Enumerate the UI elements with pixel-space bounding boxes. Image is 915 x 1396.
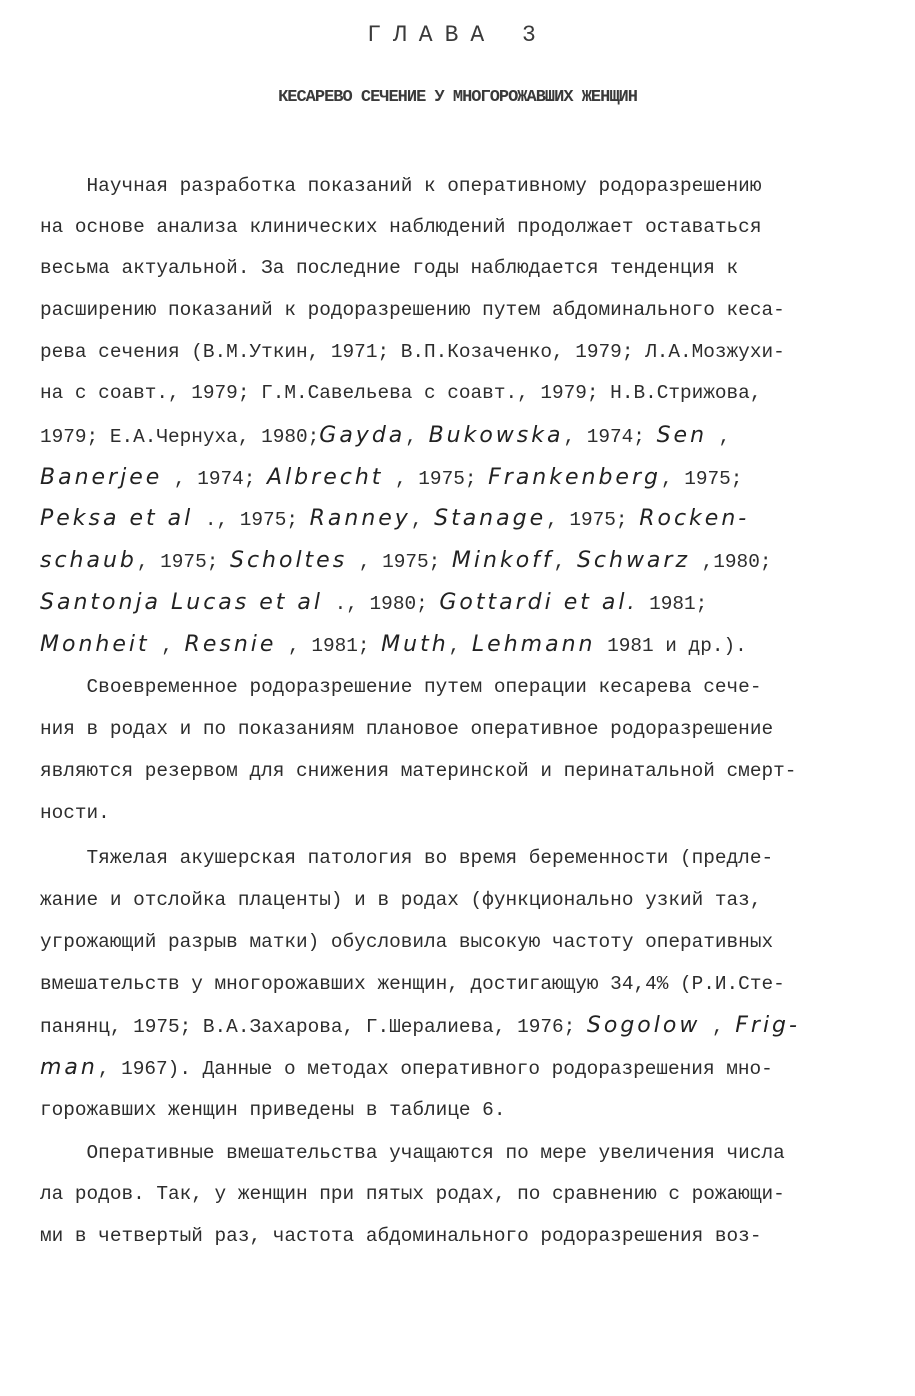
- text-line: [40, 1178, 878, 1210]
- text-line: [40, 755, 878, 787]
- typed-text: панянц, 1975; В.А.Захарова, Г.Шералиева, 1976;: [40, 1016, 587, 1038]
- typed-text: вмешательств у многорожавших женщин, достигающую 34,4% (Р.И.Сте-: [40, 973, 785, 995]
- typed-text: весьма актуальной. За последние годы наблюдается тенденция к: [40, 257, 739, 279]
- typed-text: рева сечения (В.М.Уткин, 1971; В.П.Козаченко, 1979; Л.А.Мозжухи-: [40, 341, 785, 363]
- text-line: [40, 629, 878, 661]
- text-line: [40, 587, 878, 619]
- text-line: [40, 420, 878, 452]
- text-line: [40, 713, 878, 745]
- typed-text: угрожающий разрыв матки) обусловила высокую частоту оперативных: [40, 931, 774, 953]
- handwritten-citation: Rocken-: [639, 506, 750, 531]
- handwritten-citation: Bukowska: [428, 423, 564, 448]
- text-line: [40, 462, 878, 494]
- handwritten-citation: Banerjee: [40, 465, 163, 490]
- typed-text: ,: [410, 509, 435, 531]
- typed-text: ности.: [40, 802, 110, 824]
- typed-text: , 1975;: [136, 551, 230, 573]
- typed-text: Научная разработка показаний к оперативному родоразрешению: [40, 175, 762, 197]
- text-line: [40, 884, 878, 916]
- typed-text: , 1975;: [347, 551, 452, 573]
- typed-text: , 1967). Данные о методах оперативного родоразрешения мно-: [97, 1058, 773, 1080]
- handwritten-citation: Schwarz: [576, 548, 691, 573]
- typed-text: 1981 и др.).: [595, 635, 747, 657]
- handwritten-citation: Muth: [381, 632, 449, 657]
- handwritten-citation: Gayda: [319, 423, 406, 448]
- text-line: [40, 671, 878, 703]
- typed-text: на с соавт., 1979; Г.М.Савельева с соавт., 1979; Н.В.Стрижова,: [40, 382, 762, 404]
- text-line: [40, 377, 878, 409]
- text-line: [40, 170, 878, 202]
- typed-text: Своевременное родоразрешение путем операции кесарева сече-: [40, 676, 762, 698]
- handwritten-citation: man: [40, 1055, 98, 1080]
- typed-text: ., 1980;: [323, 593, 440, 615]
- handwritten-citation: Frankenberg: [488, 465, 661, 490]
- text-line: [40, 211, 878, 243]
- typed-text: , 1975;: [660, 468, 743, 490]
- chapter-title: КЕСАРЕВО СЕЧЕНИЕ У МНОГОРОЖАВШИХ ЖЕНЩИН: [278, 88, 637, 107]
- typed-text: , 1974;: [162, 468, 268, 490]
- typed-text: ,: [405, 426, 429, 448]
- text-line: [40, 1220, 878, 1252]
- typed-text: жание и отслойка плаценты) и в родах (функционально узкий таз,: [40, 889, 762, 911]
- text-line: [40, 968, 878, 1000]
- handwritten-citation: Frig-: [735, 1013, 800, 1038]
- typed-text: ,1980;: [690, 551, 772, 573]
- handwritten-citation: Gottardi et al.: [439, 590, 638, 615]
- typed-text: ,: [707, 426, 731, 448]
- typed-text: , 1981;: [276, 635, 382, 657]
- text-line: [40, 1137, 878, 1169]
- typed-text: 1979; Е.А.Чернуха, 1980;: [40, 426, 320, 448]
- text-line: [40, 926, 878, 958]
- typed-text: Оперативные вмешательства учащаются по мере увеличения числа: [40, 1142, 785, 1164]
- text-line: [40, 1010, 878, 1042]
- chapter-heading: ГЛАВА 3: [367, 22, 548, 48]
- typed-text: ла родов. Так, у женщин при пятых родах, по сравнению с рожающи-: [40, 1183, 785, 1205]
- typed-text: ,: [448, 635, 472, 657]
- text-line: [40, 545, 878, 577]
- handwritten-citation: Stanage: [434, 506, 547, 531]
- text-line: [40, 797, 878, 829]
- text-line: [40, 842, 878, 874]
- typed-text: , 1975;: [546, 509, 640, 531]
- text-line: [40, 503, 878, 535]
- handwritten-citation: Peksa et al: [40, 506, 194, 531]
- text-line: [40, 1052, 878, 1084]
- typed-text: являются резервом для снижения материнской и перинатальной смерт-: [40, 760, 797, 782]
- handwritten-citation: Monheit: [40, 632, 150, 657]
- typed-text: ния в родах и по показаниям плановое оперативное родоразрешение: [40, 718, 774, 740]
- handwritten-citation: schaub: [40, 548, 137, 573]
- typed-text: ,: [149, 635, 185, 657]
- text-line: [40, 336, 878, 368]
- handwritten-citation: Resnie: [184, 632, 277, 657]
- typed-text: Тяжелая акушерская патология во время беременности (предле-: [40, 847, 774, 869]
- text-line: [40, 294, 878, 326]
- typed-text: , 1974;: [563, 426, 657, 448]
- handwritten-citation: Ranney: [309, 506, 411, 531]
- typed-text: ,: [553, 551, 577, 573]
- typed-text: на основе анализа клинических наблюдений продолжает оставаться: [40, 216, 762, 238]
- typed-text: ,: [700, 1016, 736, 1038]
- typed-text: ., 1975;: [193, 509, 310, 531]
- text-line: [40, 252, 878, 284]
- text-line: [40, 1094, 878, 1126]
- handwritten-citation: Santonja Lucas et al: [40, 590, 323, 615]
- typed-text: ми в четвертый раз, частота абдоминального родоразрешения воз-: [40, 1225, 762, 1247]
- typed-text: горожавших женщин приведены в таблице 6.: [40, 1099, 506, 1121]
- typed-text: расширению показаний к родоразрешению путем абдоминального кеса-: [40, 299, 785, 321]
- handwritten-citation: Lehmann: [471, 632, 596, 657]
- handwritten-citation: Sogolow: [586, 1013, 701, 1038]
- handwritten-citation: Scholtes: [229, 548, 348, 573]
- handwritten-citation: Albrecht: [267, 465, 384, 490]
- typed-text: , 1975;: [383, 468, 489, 490]
- typed-text: 1981;: [637, 593, 708, 615]
- handwritten-citation: Sen: [656, 423, 708, 448]
- handwritten-citation: Minkoff: [451, 548, 554, 573]
